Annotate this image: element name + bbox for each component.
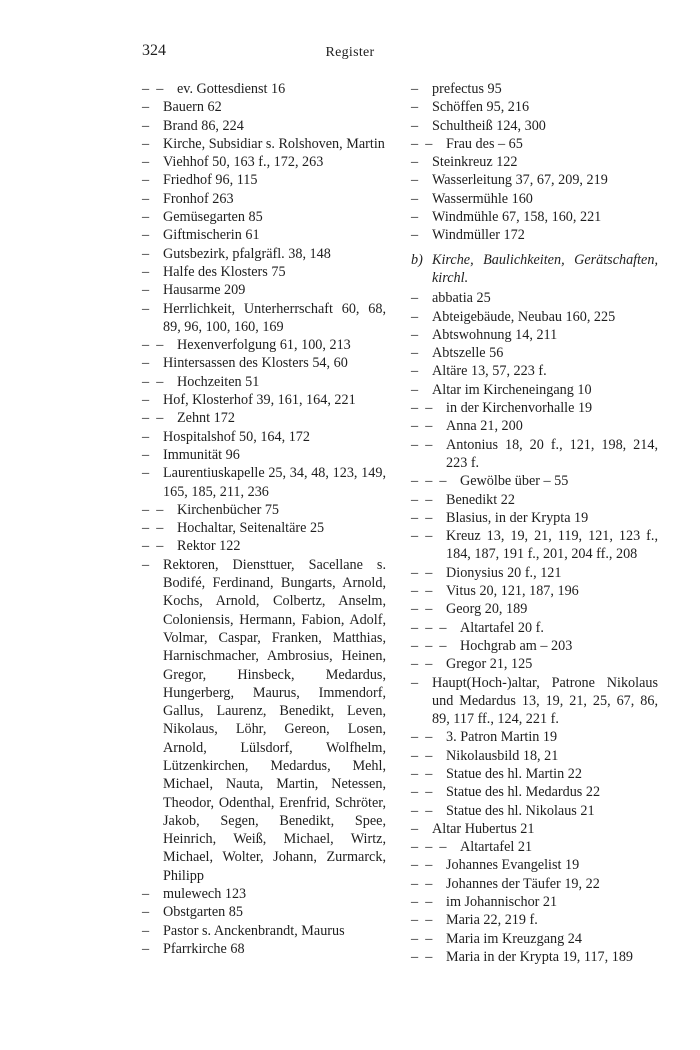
entry-text: Kreuz 13, 19, 21, 119, 121, 123 f., 184, 187, 191 f., 201, 204 ff., 208 (446, 528, 658, 563)
level-dashes: – – (411, 912, 433, 929)
section-title: Kirche, Baulichkeiten, Gerätschaften, kirchl. (432, 251, 658, 286)
level-dashes: – – (411, 930, 433, 947)
level-dashes: – (142, 355, 150, 372)
entry-text: prefectus 95 (432, 81, 502, 97)
index-entry (411, 637, 658, 655)
index-entry (411, 381, 658, 399)
level-dashes: – – (411, 601, 433, 618)
index-entry (411, 600, 658, 618)
level-dashes: – (411, 190, 419, 207)
entry-text: Statue des hl. Martin 22 (446, 765, 582, 782)
entry-text: Altartafel 21 (460, 839, 533, 856)
index-entry (142, 153, 386, 171)
level-dashes: – (142, 465, 150, 482)
level-dashes: – – (142, 81, 164, 97)
entry-text: Gewölbe über – 55 (460, 473, 569, 490)
level-dashes: – – (411, 894, 433, 911)
level-dashes: – – (411, 802, 433, 819)
index-entry (142, 537, 386, 555)
entry-text: Maria im Kreuzgang 24 (446, 930, 582, 947)
level-dashes: – – (411, 583, 433, 600)
running-title: Register (325, 45, 375, 60)
index-entry (411, 674, 658, 729)
entry-text: Friedhof 96, 115 (163, 172, 258, 189)
entry-text: Windmüller 172 (432, 227, 525, 244)
entry-text: Brand 86, 224 (163, 117, 244, 134)
index-entry (411, 226, 658, 244)
index-entry (142, 171, 386, 189)
level-dashes: – – (142, 337, 164, 354)
level-dashes: – (411, 363, 419, 380)
entry-text: Rektor 122 (177, 538, 241, 555)
level-dashes: – – (142, 538, 164, 555)
section-marker: b) (411, 251, 423, 268)
entry-text: Herrlichkeit, Unterherrschaft 60, 68, 89, 96, 100, 160, 169 (163, 300, 386, 335)
index-entry (142, 80, 386, 98)
index-entry (411, 344, 658, 362)
level-dashes: – (411, 227, 419, 244)
index-entry (142, 903, 386, 921)
level-dashes: – (411, 209, 419, 226)
index-entry (411, 308, 658, 326)
entry-text: Fronhof 263 (163, 190, 234, 207)
index-entry (411, 362, 658, 380)
index-entry (142, 464, 386, 501)
index-entry (142, 263, 386, 281)
index-entry (411, 948, 658, 966)
entry-text: Schöffen 95, 216 (432, 99, 530, 116)
entry-text: Zehnt 172 (177, 410, 235, 427)
index-entry (142, 208, 386, 226)
level-dashes: – (142, 154, 150, 171)
index-entry (411, 783, 658, 801)
level-dashes: – – (411, 765, 433, 782)
entry-text: Gregor 21, 125 (446, 656, 533, 673)
index-entry (411, 208, 658, 226)
entry-text: Abteigebäude, Neubau 160, 225 (432, 308, 616, 325)
index-entry (411, 802, 658, 820)
level-dashes: – (142, 263, 150, 280)
entry-text: Gemüsegarten 85 (163, 209, 263, 226)
index-entry (142, 446, 386, 464)
index-entry (411, 399, 658, 417)
index-entry (411, 472, 658, 490)
level-dashes: – – (411, 747, 433, 764)
level-dashes: – (142, 428, 150, 445)
entry-text: Dionysius 20 f., 121 (446, 564, 562, 581)
entry-text: Statue des hl. Medardus 22 (446, 784, 601, 801)
entry-text: Hochzeiten 51 (177, 373, 260, 390)
index-entry (411, 747, 658, 765)
level-dashes: – (142, 556, 150, 573)
index-column-left (142, 80, 386, 958)
level-dashes: – – (411, 436, 433, 453)
index-entry (411, 491, 658, 509)
entry-text: mulewech 123 (163, 886, 247, 903)
level-dashes: – (142, 446, 150, 463)
level-dashes: – (142, 904, 150, 921)
level-dashes: – (142, 886, 150, 903)
level-dashes: – – (142, 373, 164, 390)
index-entry (411, 838, 658, 856)
entry-text: Halfe des Klosters 75 (163, 263, 286, 280)
index-entry (411, 326, 658, 344)
index-entry (411, 135, 658, 153)
level-dashes: – (142, 245, 150, 262)
entry-text: Maria in der Krypta 19, 117, 189 (446, 948, 634, 965)
entry-text: Benedikt 22 (446, 491, 515, 508)
index-entry (411, 856, 658, 874)
level-dashes: – (411, 117, 419, 134)
entry-text: Maria 22, 219 f. (446, 912, 538, 929)
index-entry (411, 171, 658, 189)
entry-text: Wassermühle 160 (432, 190, 533, 207)
entry-text: 3. Patron Martin 19 (446, 729, 558, 746)
level-dashes: – (142, 135, 150, 152)
entry-text: Steinkreuz 122 (432, 154, 518, 171)
index-entry (411, 728, 658, 746)
level-dashes: – – (411, 528, 433, 545)
entry-text: Blasius, in der Krypta 19 (446, 509, 589, 526)
index-entry (411, 655, 658, 673)
level-dashes: – – (411, 400, 433, 417)
index-entry (142, 354, 386, 372)
index-entry (411, 190, 658, 208)
level-dashes: – – (142, 520, 164, 537)
level-dashes: – (411, 172, 419, 189)
entry-text: ev. Gottesdienst 16 (177, 81, 286, 97)
entry-text: Abtswohnung 14, 211 (432, 326, 558, 343)
level-dashes: – (411, 308, 419, 325)
level-dashes: – (411, 674, 419, 691)
level-dashes: – – (411, 948, 433, 965)
index-entry (142, 391, 386, 409)
index-column-right (411, 80, 658, 966)
level-dashes: – – (411, 491, 433, 508)
level-dashes: – – (411, 418, 433, 435)
index-entry (411, 930, 658, 948)
entry-text: Immunität 96 (163, 446, 240, 463)
entry-text: Wasserleitung 37, 67, 209, 219 (432, 172, 608, 189)
index-entry (142, 373, 386, 391)
index-entry (142, 519, 386, 537)
level-dashes: – – (142, 410, 164, 427)
entry-text: Viehhof 50, 163 f., 172, 263 (163, 154, 324, 171)
entry-text: im Johannischor 21 (446, 894, 558, 911)
entry-text: Obstgarten 85 (163, 904, 243, 921)
level-dashes: – – (411, 509, 433, 526)
section-heading (411, 251, 658, 288)
level-dashes: – – (142, 501, 164, 518)
entry-text: Altar Hubertus 21 (432, 820, 535, 837)
index-entry (411, 875, 658, 893)
entry-text: Kirchenbücher 75 (177, 501, 280, 518)
index-entry (411, 436, 658, 473)
level-dashes: – – – (411, 619, 447, 636)
index-entry (411, 527, 658, 564)
index-entry (142, 336, 386, 354)
entry-text: Haupt(Hoch-)altar, Patrone Nikolaus und Medardus 13, 19, 21, 25, 67, 86, 89, 117 ff., 124, 221 f. (432, 674, 658, 728)
index-entry (142, 226, 386, 244)
level-dashes: – – (411, 135, 433, 152)
level-dashes: – (411, 820, 419, 837)
entry-text: Abtszelle 56 (432, 345, 504, 362)
level-dashes: – (142, 282, 150, 299)
level-dashes: – (142, 227, 150, 244)
index-entry (411, 619, 658, 637)
level-dashes: – (142, 172, 150, 189)
index-entry (411, 582, 658, 600)
entry-text: Nikolausbild 18, 21 (446, 747, 559, 764)
entry-text: Laurentiuskapelle 25, 34, 48, 123, 149, 165, 185, 211, 236 (163, 465, 386, 500)
entry-text: Giftmischerin 61 (163, 227, 260, 244)
index-entry (142, 940, 386, 958)
level-dashes: – (142, 940, 150, 957)
level-dashes: – (411, 345, 419, 362)
index-entry (411, 289, 658, 307)
entry-text: Altäre 13, 57, 223 f. (432, 363, 547, 380)
level-dashes: – (142, 922, 150, 939)
entry-text: Windmühle 67, 158, 160, 221 (432, 209, 602, 226)
index-entry (411, 765, 658, 783)
index-entry (411, 153, 658, 171)
entry-text: Altar im Kircheneingang 10 (432, 381, 592, 398)
entry-text: Hexenverfolgung 61, 100, 213 (177, 337, 351, 354)
level-dashes: – – (411, 784, 433, 801)
index-entry (411, 564, 658, 582)
index-entry (411, 820, 658, 838)
level-dashes: – (411, 381, 419, 398)
index-entry (411, 417, 658, 435)
entry-text: Statue des hl. Nikolaus 21 (446, 802, 595, 819)
index-entry (142, 409, 386, 427)
index-entry (411, 80, 658, 98)
entry-text: Hospitalshof 50, 164, 172 (163, 428, 310, 445)
level-dashes: – (411, 81, 419, 97)
index-entry (142, 300, 386, 337)
entry-text: Hochaltar, Seitenaltäre 25 (177, 520, 325, 537)
index-entry (411, 509, 658, 527)
index-entry (142, 190, 386, 208)
entry-text: abbatia 25 (432, 290, 491, 307)
level-dashes: – (142, 300, 150, 317)
level-dashes: – – (411, 729, 433, 746)
entry-text: Johannes Evangelist 19 (446, 857, 580, 874)
level-dashes: – (411, 290, 419, 307)
entry-text: Hof, Klosterhof 39, 161, 164, 221 (163, 392, 356, 409)
index-entry (142, 245, 386, 263)
level-dashes: – – – (411, 637, 447, 654)
index-entry (411, 893, 658, 911)
index-entry (142, 922, 386, 940)
level-dashes: – (411, 99, 419, 116)
level-dashes: – (142, 117, 150, 134)
level-dashes: – (142, 190, 150, 207)
level-dashes: – – (411, 875, 433, 892)
index-entry (142, 135, 386, 153)
entry-text: Pfarrkirche 68 (163, 940, 245, 957)
entry-text: Pastor s. Anckenbrandt, Maurus (163, 922, 345, 939)
entry-text: in der Kirchenvorhalle 19 (446, 400, 593, 417)
index-entry (142, 556, 386, 885)
entry-text: Johannes der Täufer 19, 22 (446, 875, 600, 892)
entry-text: Gutsbezirk, pfalgräfl. 38, 148 (163, 245, 331, 262)
entry-text: Schultheiß 124, 300 (432, 117, 546, 134)
entry-text: Kirche, Subsidiar s. Rolshoven, Martin (163, 135, 385, 152)
index-entry (411, 911, 658, 929)
level-dashes: – (142, 392, 150, 409)
index-entry (142, 501, 386, 519)
index-entry (142, 885, 386, 903)
entry-text: Vitus 20, 121, 187, 196 (446, 583, 579, 600)
entry-text: Frau des – 65 (446, 135, 523, 152)
entry-text: Hochgrab am – 203 (460, 637, 573, 654)
level-dashes: – (142, 99, 150, 116)
index-entry (411, 117, 658, 135)
entry-text: Anna 21, 200 (446, 418, 523, 435)
entry-text: Georg 20, 189 (446, 601, 528, 618)
level-dashes: – – (411, 564, 433, 581)
level-dashes: – – – (411, 839, 447, 856)
level-dashes: – (411, 154, 419, 171)
level-dashes: – – (411, 857, 433, 874)
page-number: 324 (142, 42, 166, 59)
entry-text: Antonius 18, 20 f., 121, 198, 214, 223 f. (446, 436, 658, 471)
index-entry (142, 281, 386, 299)
entry-text: Bauern 62 (163, 99, 222, 116)
level-dashes: – – – (411, 473, 447, 490)
entry-text: Rektoren, Diensttuer, Sacellane s. Bodifé, Ferdinand, Bungarts, Arnold, Kochs, Arnold, Colbertz, Anselm, Coloniensis, Hermann, Fabion, Adolf, Volmar, Caspar, Franken, Matthias, Harnischmacher, Ambrosius, Heinen, Gregor, Hinsbeck, Medardus, Hungerberg, Maurus, Immendorf, Gallus, Laurenz, Benedikt, Leven, Nikolaus, Löhr, Gereon, Losen, Arnold, Lülsdorf, Wolfhelm, Lützenkirchen, Medardus, Mehl, Michael, Nauta, Martin, Netessen, Theodor, Odenthal, Erenfrid, Schröter, Jakob, Segen, Benedikt, Spee, Heinrich, Weiß, Michael, Wirtz, Michael, Wolter, Johann, Zurmarck, Philipp (163, 556, 386, 884)
level-dashes: – (411, 326, 419, 343)
entry-text: Altartafel 20 f. (460, 619, 544, 636)
entry-text: Hintersassen des Klosters 54, 60 (163, 355, 348, 372)
index-entry (142, 428, 386, 446)
index-entry (142, 117, 386, 135)
level-dashes: – (142, 209, 150, 226)
index-entry (142, 98, 386, 116)
entry-text: Hausarme 209 (163, 282, 246, 299)
level-dashes: – – (411, 656, 433, 673)
index-entry (411, 98, 658, 116)
